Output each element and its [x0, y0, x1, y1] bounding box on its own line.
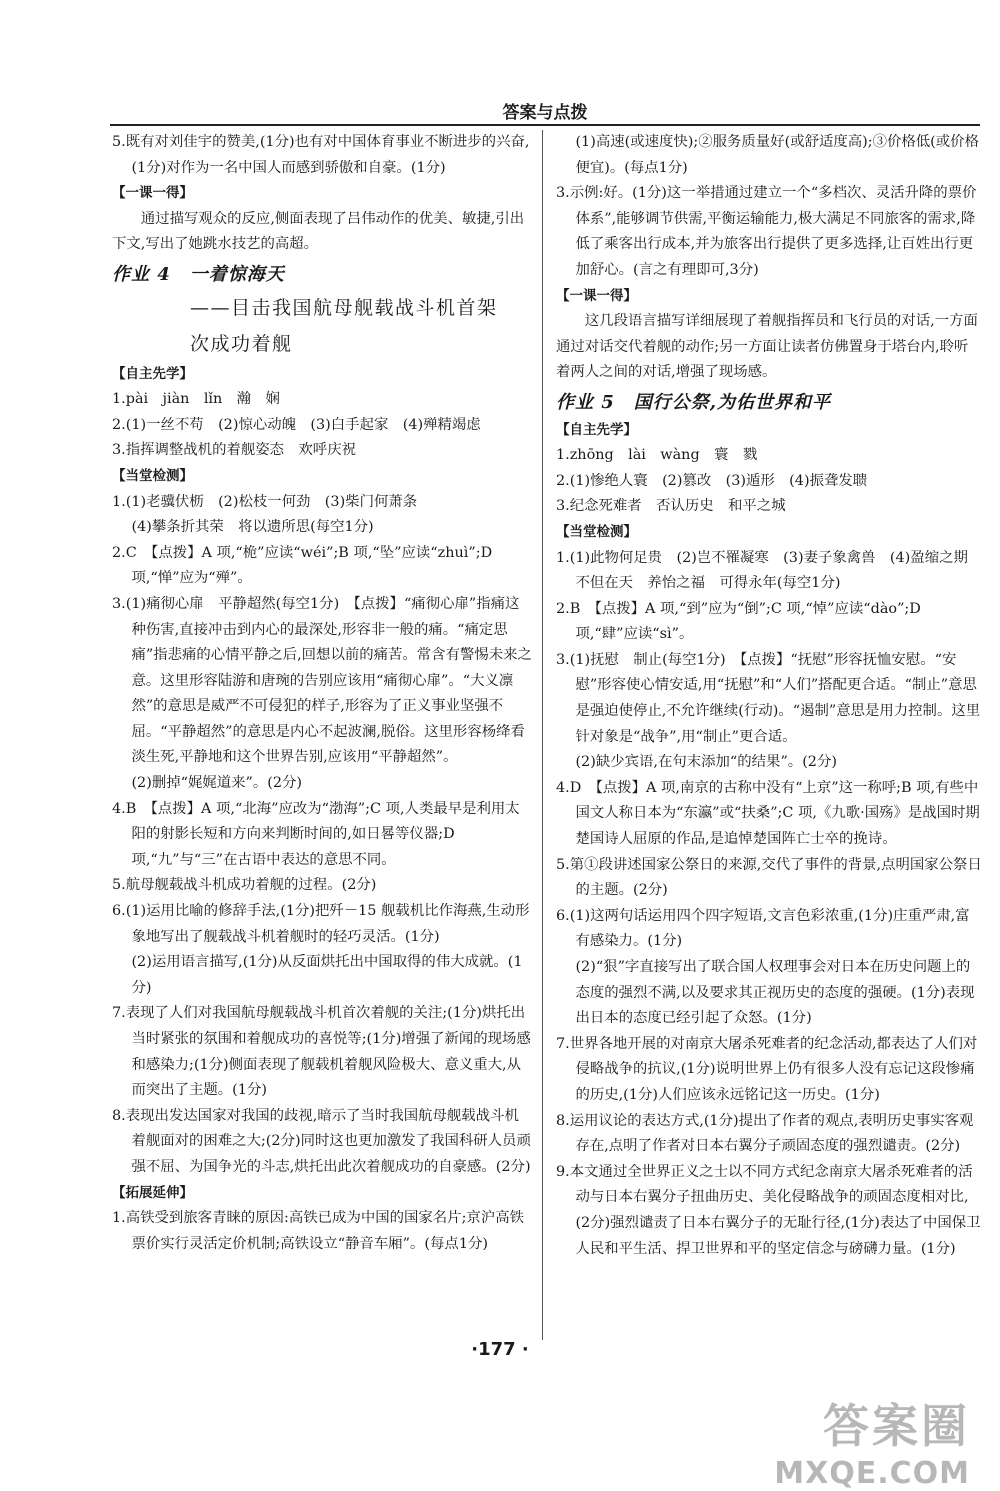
dangtang-1a: 1.(1)老骥伏枥 (2)松枝一何劲 (3)柴门何萧条: [112, 493, 418, 510]
dangtang-6b: (2)运用语言描写,(1分)从反面烘托出中国取得的伟大成就。(1分): [131, 954, 523, 996]
dangtang-right-1b: 不但在天 养怡之福 可得永年(每空1分): [575, 575, 841, 592]
dangtang-3b: (2)删掉“娓娓道来”。(2分): [131, 775, 303, 792]
zizhu-item-2: 2.(1)一丝不苟 (2)惊心动魄 (3)白手起家 (4)殚精竭虑: [112, 416, 481, 433]
watermark-url: MXQE.COM: [774, 1456, 970, 1491]
zizhu-item-3: 3.指挥调整战机的着舰姿态 欢呼庆祝: [112, 442, 356, 459]
tuozhan-3: 3.示例:好。(1分)这一举措通过建立一个“多档次、灵活升降的票价体系”,能够调节供需,平衡运输能力,极大满足不同旅客的需求,降低了乘客出行成本,并为旅客出行提供了更多选择,让百姓出行更加舒心。(言之有理即可,3分): [556, 185, 977, 278]
homework-4-subtitle-line2: 次成功着舰: [190, 332, 293, 355]
dangtang-6a: 6.(1)运用比喻的修辞手法,(1分)把歼－15 舰载机比作海燕,生动形象地写出了舰载战斗机着舰时的轻巧灵活。(1分): [112, 903, 530, 945]
dangtang-right-6b: (2)“狠”字直接写出了联合国人权理事会对日本在历史问题上的态度的强烈不满,以及要求其正视历史的态度的强硬。(1分)表现出日本的态度已经引起了众怒。(1分): [575, 959, 975, 1027]
dangtang-4: 4.B 【点拨】A 项,“北海”应改为“渤海”;C 项,人类最早是利用太阳的射影长短和方向来判断时间的,如日晷等仪器;D 项,“九”与“三”在古语中表达的意思不同。: [112, 800, 520, 868]
zizhu-right-item-1: 1.zhōng lài wàng 寰 戮: [556, 447, 758, 464]
homework-5-title: 作业 5 国行公祭,为佑世界和平: [556, 391, 832, 413]
section-tag-zizhu: 【自主先学】: [112, 365, 193, 382]
dangtang-3: 3.(1)痛彻心扉 平静超然(每空1分) 【点拨】“痛彻心扉”指痛这种伤害,直接冲击到内心的最深处,形容非一般的痛。“痛定思痛”指悲痛的心情平静之后,回想以前的痛苦。常含有警惕未来之意。这里形容陆游和唐琬的告别应该用“痛彻心扉”。“大义凛然”的意思是威严不可侵犯的样子,形容为了正义事业坚强不屈。“平静超然”的意思是内心不起波澜,脱俗。这里形容杨绛看淡生死,平静地和这个世界告别,应该用“平静超然”。: [112, 595, 532, 766]
watermark-logo: [774, 1390, 970, 1491]
section-tag-dangtang: 【当堂检测】: [112, 467, 193, 484]
tuozhan-1-continued: (1)高速(或速度快);②服务质量好(或舒适度高);③价格低(或价格便宜)。(每点1分): [575, 134, 979, 176]
left-column: [112, 130, 532, 1257]
zizhu-item-1: 1.pài jiàn lǐn 瀚 娴: [112, 391, 280, 408]
homework-4-subtitle-line1: ——目击我国航母舰载战斗机首架: [190, 296, 498, 319]
section-tag-zizhu-right: 【自主先学】: [556, 421, 637, 438]
zizhu-right-item-3: 3.纪念死难者 否认历史 和平之城: [556, 498, 786, 515]
dangtang-right-3: 3.(1)抚慰 制止(每空1分) 【点拨】“抚慰”形容抚恤安慰。“安慰”形容使心情安适,用“抚慰”和“人们”搭配更合适。“制止”意思是强迫使停止,不允许继续(行动)。“遏制”意思是用力控制。这里针对象是“战争”,用“制止”更合适。: [556, 651, 981, 745]
dangtang-5: 5.航母舰载战斗机成功着舰的过程。(2分): [112, 877, 377, 894]
tuozhan-1: 1.高铁受到旅客青睐的原因:高铁已成为中国的国家名片;京沪高铁票价实行灵活定价机制;高铁设立“静音车厢”。(每点1分): [112, 1210, 524, 1252]
watermark-logo-text: 答案圈: [823, 1399, 970, 1453]
dangtang-2: 2.C 【点拨】A 项,“桅”应读“wéi”;B 项,“坠”应读“zhuì”;D 项,“惮”应为“殚”。: [112, 544, 493, 587]
yike-text-right: 这几段语言描写详细展现了着舰指挥员和飞行员的对话,一方面通过对话交代着舰的动作;另一方面让读者仿佛置身于塔台内,聆听着两人之间的对话,增强了现场感。: [556, 313, 978, 381]
dangtang-right-3b: (2)缺少宾语,在句末添加“的结果”。(2分): [575, 754, 837, 771]
dangtang-right-1a: 1.(1)此物何足贵 (2)岂不罹凝寒 (3)妻子象禽兽 (4)盈缩之期: [556, 549, 968, 566]
section-tag-tuozhan: 【拓展延伸】: [112, 1184, 193, 1201]
dangtang-right-2: 2.B 【点拨】A 项,“到”应为“倒”;C 项,“悼”应读“dào”;D 项,“肆”应读“sì”。: [556, 600, 921, 643]
right-column: [556, 130, 982, 1262]
section-tag-yike: 【一课一得】: [112, 185, 193, 202]
dangtang-7: 7.表现了人们对我国航母舰载战斗机首次着舰的关注;(1分)烘托出当时紧张的氛围和着舰成功的喜悦等;(1分)增强了新闻的现场感和感染力;(1分)侧面表现了舰载机着舰风险极大、意义重大,从而突出了主题。(1分): [112, 1005, 531, 1099]
dangtang-8: 8.表现出发达国家对我国的歧视,暗示了当时我国航母舰载战斗机着舰面对的困难之大;(2分)同时这也更加激发了我国科研人员顽强不屈、为国争光的斗志,烘托出此次着舰成功的自豪感。(2分): [112, 1107, 531, 1175]
answer-q5: 5.既有对刘佳宇的赞美,(1分)也有对中国体育事业不断进步的兴奋,(1分)对作为一名中国人而感到骄傲和自豪。(1分): [112, 134, 530, 176]
section-tag-yike-right: 【一课一得】: [556, 287, 637, 304]
section-tag-dangtang-right: 【当堂检测】: [556, 523, 637, 540]
dangtang-right-7: 7.世界各地开展的对南京大屠杀死难者的纪念活动,都表达了人们对侵略战争的抗议,(1分)说明世界上仍有很多人没有忘记这段惨痛的历史,(1分)人们应该永远铭记这一历史。(1分): [556, 1035, 978, 1103]
dangtang-right-8: 8.运用议论的表达方式,(1分)提出了作者的观点,表明历史事实客观存在,点明了作者对日本右翼分子顽固态度的强烈谴责。(2分): [556, 1112, 974, 1155]
homework-4-title: 作业 4 一着惊海天: [112, 263, 285, 285]
dangtang-right-4: 4.D 【点拨】A 项,南京的古称中没有“上京”这一称呼;B 项,有些中国文人称日本为“东瀛”或“扶桑”;C 项,《九歌·国殇》是战国时期楚国诗人屈原的作品,是追悼楚国阵亡士卒的挽诗。: [556, 779, 980, 848]
page-number: ·177 ·: [471, 1339, 529, 1360]
dangtang-1b: (4)攀条折其荣 将以遗所思(每空1分): [131, 519, 374, 536]
dangtang-right-6a: 6.(1)这两句话运用四个四字短语,文言色彩浓重,(1分)庄重严肃,富有感染力。(1分): [556, 907, 970, 950]
dangtang-right-9: 9.本文通过全世界正义之士以不同方式纪念南京大屠杀死难者的活动与日本右翼分子扭曲历史、美化侵略战争的顽固态度相对比,(2分)强烈谴责了日本右翼分子的无耻行径,(1分)表达了中国保卫人民和平生活、捍卫世界和平的坚定信念与磅礴力量。(1分): [556, 1163, 981, 1257]
zizhu-right-item-2: 2.(1)惨绝人寰 (2)篡改 (3)遁形 (4)振聋发聩: [556, 472, 868, 489]
page-header-title: 答案与点拨: [502, 103, 588, 123]
header-rule: [110, 124, 980, 126]
column-divider: [542, 130, 543, 1340]
dangtang-right-5: 5.第①段讲述国家公祭日的来源,交代了事件的背景,点明国家公祭日的主题。(2分): [556, 856, 982, 899]
yike-text: 通过描写观众的反应,侧面表现了吕伟动作的优美、敏捷,引出下文,写出了她跳水技艺的高超。: [112, 210, 525, 253]
